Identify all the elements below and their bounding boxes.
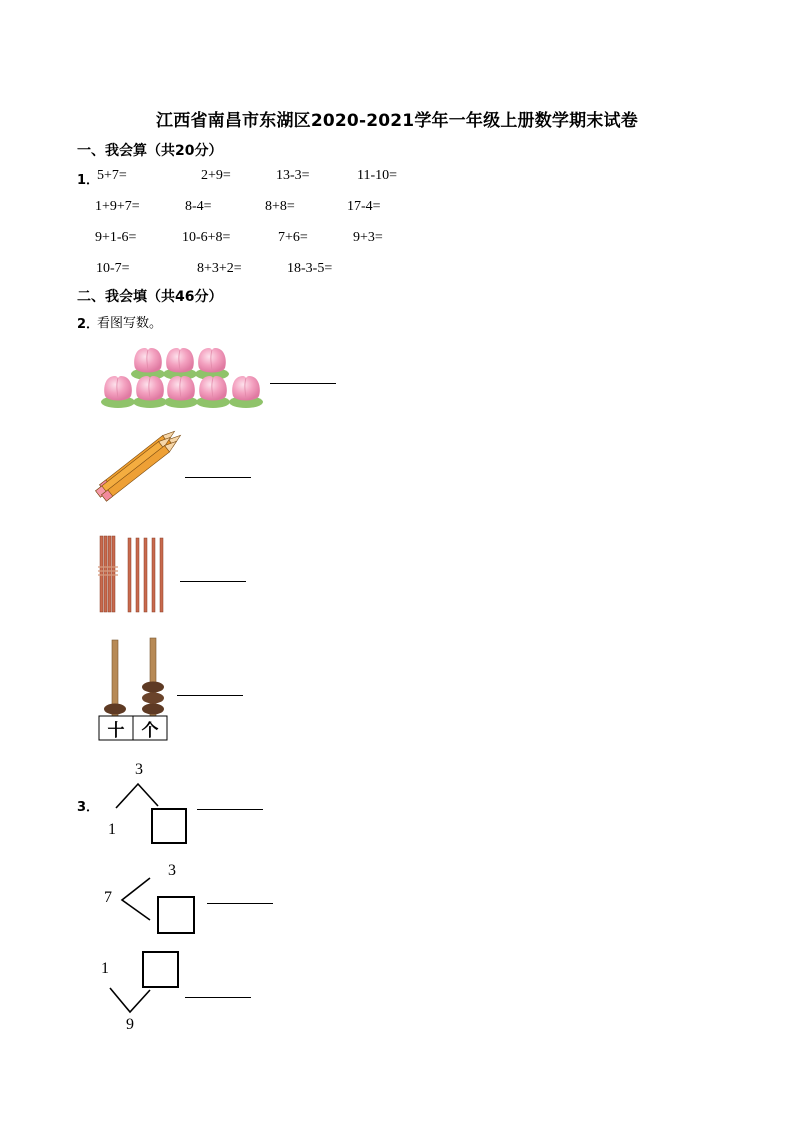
sticks-picture bbox=[98, 534, 170, 614]
bond-answer-box[interactable] bbox=[157, 896, 195, 934]
abacus-label-ones: 个 bbox=[141, 721, 159, 741]
bond-lines bbox=[118, 874, 158, 924]
answer-blank[interactable] bbox=[177, 695, 243, 696]
pencil-bundle-picture bbox=[94, 432, 186, 502]
equation: 9+1-6= bbox=[95, 230, 137, 245]
page-title: 江西省南昌市东湖区2020-2021学年一年级上册数学期末试卷 bbox=[156, 111, 638, 131]
equation: 8-4= bbox=[185, 199, 212, 214]
equation: 5+7= bbox=[97, 168, 127, 183]
equation: 8+8= bbox=[265, 199, 295, 214]
question-2-text: 看图写数。 bbox=[97, 316, 163, 331]
bond-right-number: 3 bbox=[168, 862, 176, 879]
equation: 2+9= bbox=[201, 168, 231, 183]
bond-lines bbox=[106, 984, 156, 1016]
bond-left-number: 7 bbox=[104, 889, 112, 906]
bond-lines bbox=[110, 780, 160, 810]
section-heading-calc: 一、我会算（共20分） bbox=[77, 143, 223, 159]
equation: 11-10= bbox=[357, 168, 398, 183]
equation: 8+3+2= bbox=[197, 261, 242, 276]
abacus-label-tens: 十 bbox=[107, 721, 125, 741]
question-number-2: 2． bbox=[77, 317, 100, 332]
answer-blank[interactable] bbox=[185, 477, 251, 478]
equation: 10-7= bbox=[96, 261, 130, 276]
answer-blank[interactable] bbox=[207, 903, 273, 904]
answer-blank[interactable] bbox=[180, 581, 246, 582]
equation: 17-4= bbox=[347, 199, 381, 214]
answer-blank[interactable] bbox=[197, 809, 263, 810]
bond-answer-box[interactable] bbox=[142, 951, 179, 988]
answer-blank[interactable] bbox=[270, 383, 336, 384]
equation: 9+3= bbox=[353, 230, 383, 245]
equation: 18-3-5= bbox=[287, 261, 333, 276]
bond-answer-box[interactable] bbox=[151, 808, 187, 844]
equation: 7+6= bbox=[278, 230, 308, 245]
equation: 13-3= bbox=[276, 168, 310, 183]
equation: 1+9+7= bbox=[95, 199, 140, 214]
bond-left-number: 1 bbox=[108, 821, 116, 838]
peaches-picture bbox=[100, 344, 270, 408]
bond-top-number: 1 bbox=[101, 960, 109, 977]
bond-bottom-number: 9 bbox=[126, 1016, 134, 1033]
answer-blank[interactable] bbox=[185, 997, 251, 998]
equation: 10-6+8= bbox=[182, 230, 231, 245]
section-heading-fill: 二、我会填（共46分） bbox=[77, 289, 223, 305]
bond-top-number: 3 bbox=[135, 761, 143, 778]
question-number-3: 3． bbox=[77, 800, 100, 815]
question-number-1: 1． bbox=[77, 173, 100, 188]
